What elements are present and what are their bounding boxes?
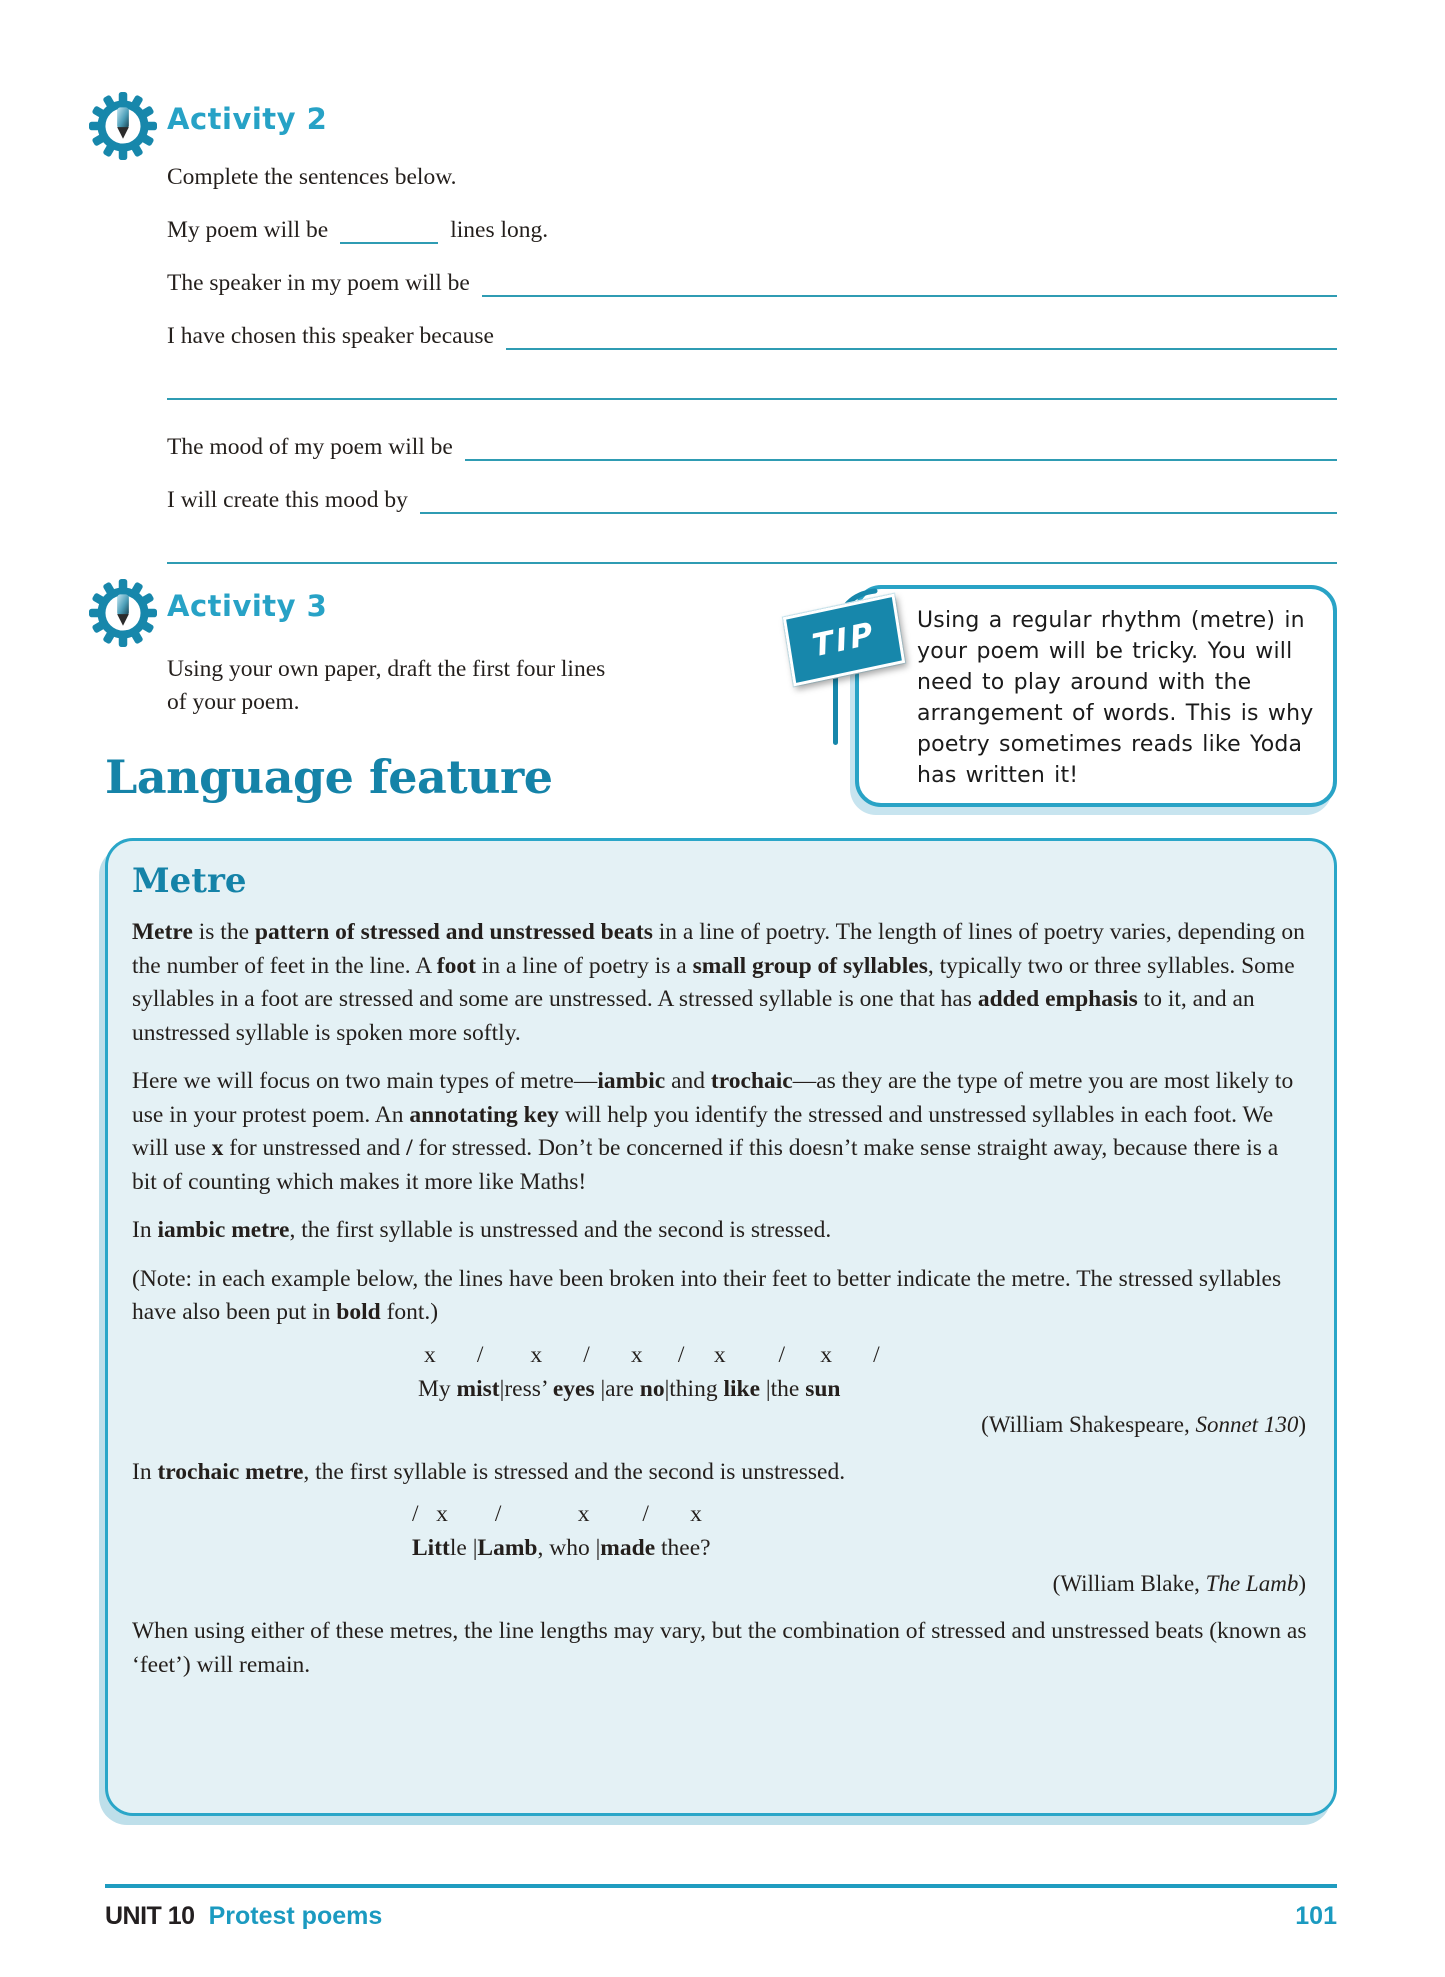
tip-tag-label: TIP xyxy=(783,594,905,687)
trochaic-scansion-marks: / x / x / x xyxy=(412,1501,702,1527)
activity-3-title: Activity 3 xyxy=(167,589,328,623)
metre-closing-paragraph: When using either of these metres, the line lengths may vary, but the combination of stressed and unstressed beats (known as ‘feet’) will remain. xyxy=(132,1618,1307,1678)
fill-row-prompt: My poem will be xyxy=(167,217,329,243)
metre-paragraph-1: Metre is the pattern of stressed and unstressed beats in a line of poetry. The length of lines of poetry varies, depending on the number of feet in the line. A foot in a line of poetry is a small group of syllables, typically two or three syllables. Some syllables in a foot are stressed and some are unstressed. A stressed syllable is one that has added emphasis to it, and an unstressed syllable is spoken more softly. xyxy=(132,919,1305,1046)
footer-rule xyxy=(105,1884,1337,1888)
fill-row-suffix: lines long. xyxy=(450,217,549,243)
answer-blank xyxy=(340,211,438,244)
activity-3-instruction: Using your own paper, draft the first four lines of your poem. xyxy=(167,656,606,715)
unit-label: UNIT 10 xyxy=(105,1902,195,1930)
activity-3-body xyxy=(95,653,655,719)
fill-row-prompt: I have chosen this speaker because xyxy=(167,323,494,349)
iambic-definition: In iambic metre, the first syllable is unstressed and the second is stressed. xyxy=(132,1217,832,1243)
continuation-blank-line xyxy=(167,562,1337,564)
fill-row-prompt: The mood of my poem will be xyxy=(167,434,453,460)
iambic-attribution: (William Shakespeare, Sonnet 130) xyxy=(981,1411,1306,1437)
gear-pencil-icon xyxy=(89,579,157,647)
section-heading-language-feature: Language feature xyxy=(105,750,553,804)
fill-row-prompt: The speaker in my poem will be xyxy=(167,270,470,296)
activity-2-intro: Complete the sentences below. xyxy=(167,164,457,190)
iambic-example xyxy=(132,1340,1308,1441)
fill-row-mood xyxy=(167,428,1337,461)
trochaic-example xyxy=(132,1499,1308,1600)
activity-3-header xyxy=(95,583,655,643)
iambic-scansion-marks: x / x / x / x / x / xyxy=(424,1341,880,1368)
fill-row-create-mood xyxy=(167,481,1337,514)
metre-panel xyxy=(105,838,1337,1816)
fill-row-lines-long xyxy=(167,211,1337,244)
trochaic-definition: In trochaic metre, the first syllable is stressed and the second is unstressed. xyxy=(132,1458,846,1485)
answer-blank xyxy=(465,428,1337,461)
activity-2-section xyxy=(95,96,1337,564)
activity-3-section xyxy=(95,583,655,719)
gear-pencil-icon xyxy=(89,92,157,160)
metre-paragraph-2: Here we will focus on two main types of metre—iambic and trochaic—as they are the type of metre you are most likely to use in your protest poem. An annotating key will help you identify the stressed and unstressed syllables in each foot. We will use x for unstressed and / for stressed. Don’t be concerned if this doesn’t make sense straight away, because there is a bit of counting which makes it more like Maths! xyxy=(132,1068,1294,1195)
metre-panel-title: Metre xyxy=(132,861,247,901)
answer-blank xyxy=(482,264,1337,297)
activity-2-body xyxy=(95,164,1337,564)
answer-blank xyxy=(420,481,1337,514)
unit-title: Protest poems xyxy=(208,1902,383,1930)
note-paragraph: (Note: in each example below, the lines have been broken into their feet to better indicate the metre. The stressed syllables have also been put in bold font.) xyxy=(132,1265,1282,1325)
fill-row-chosen-because xyxy=(167,317,1337,350)
fill-row-speaker xyxy=(167,264,1337,297)
fill-row-prompt: I will create this mood by xyxy=(167,487,408,513)
iambic-poem-line: My mist|ress’ eyes |are no|thing like |the sun xyxy=(418,1375,841,1402)
continuation-blank-line xyxy=(167,398,1337,400)
answer-blank xyxy=(506,317,1337,350)
tip-callout-box xyxy=(809,585,1337,807)
trochaic-attribution: (William Blake, The Lamb) xyxy=(1052,1571,1306,1596)
tip-text: Using a regular rhythm (metre) in your poem will be tricky. You will need to play around with the arrangement of words. This is why poetry sometimes reads like Yoda has written it! xyxy=(917,608,1314,788)
activity-2-header xyxy=(95,96,1337,156)
page-number: 101 xyxy=(1295,1902,1337,1930)
footer xyxy=(105,1902,1337,1931)
activity-2-title: Activity 2 xyxy=(167,102,328,136)
trochaic-poem-line: Little |Lamb, who |made thee? xyxy=(412,1535,711,1561)
